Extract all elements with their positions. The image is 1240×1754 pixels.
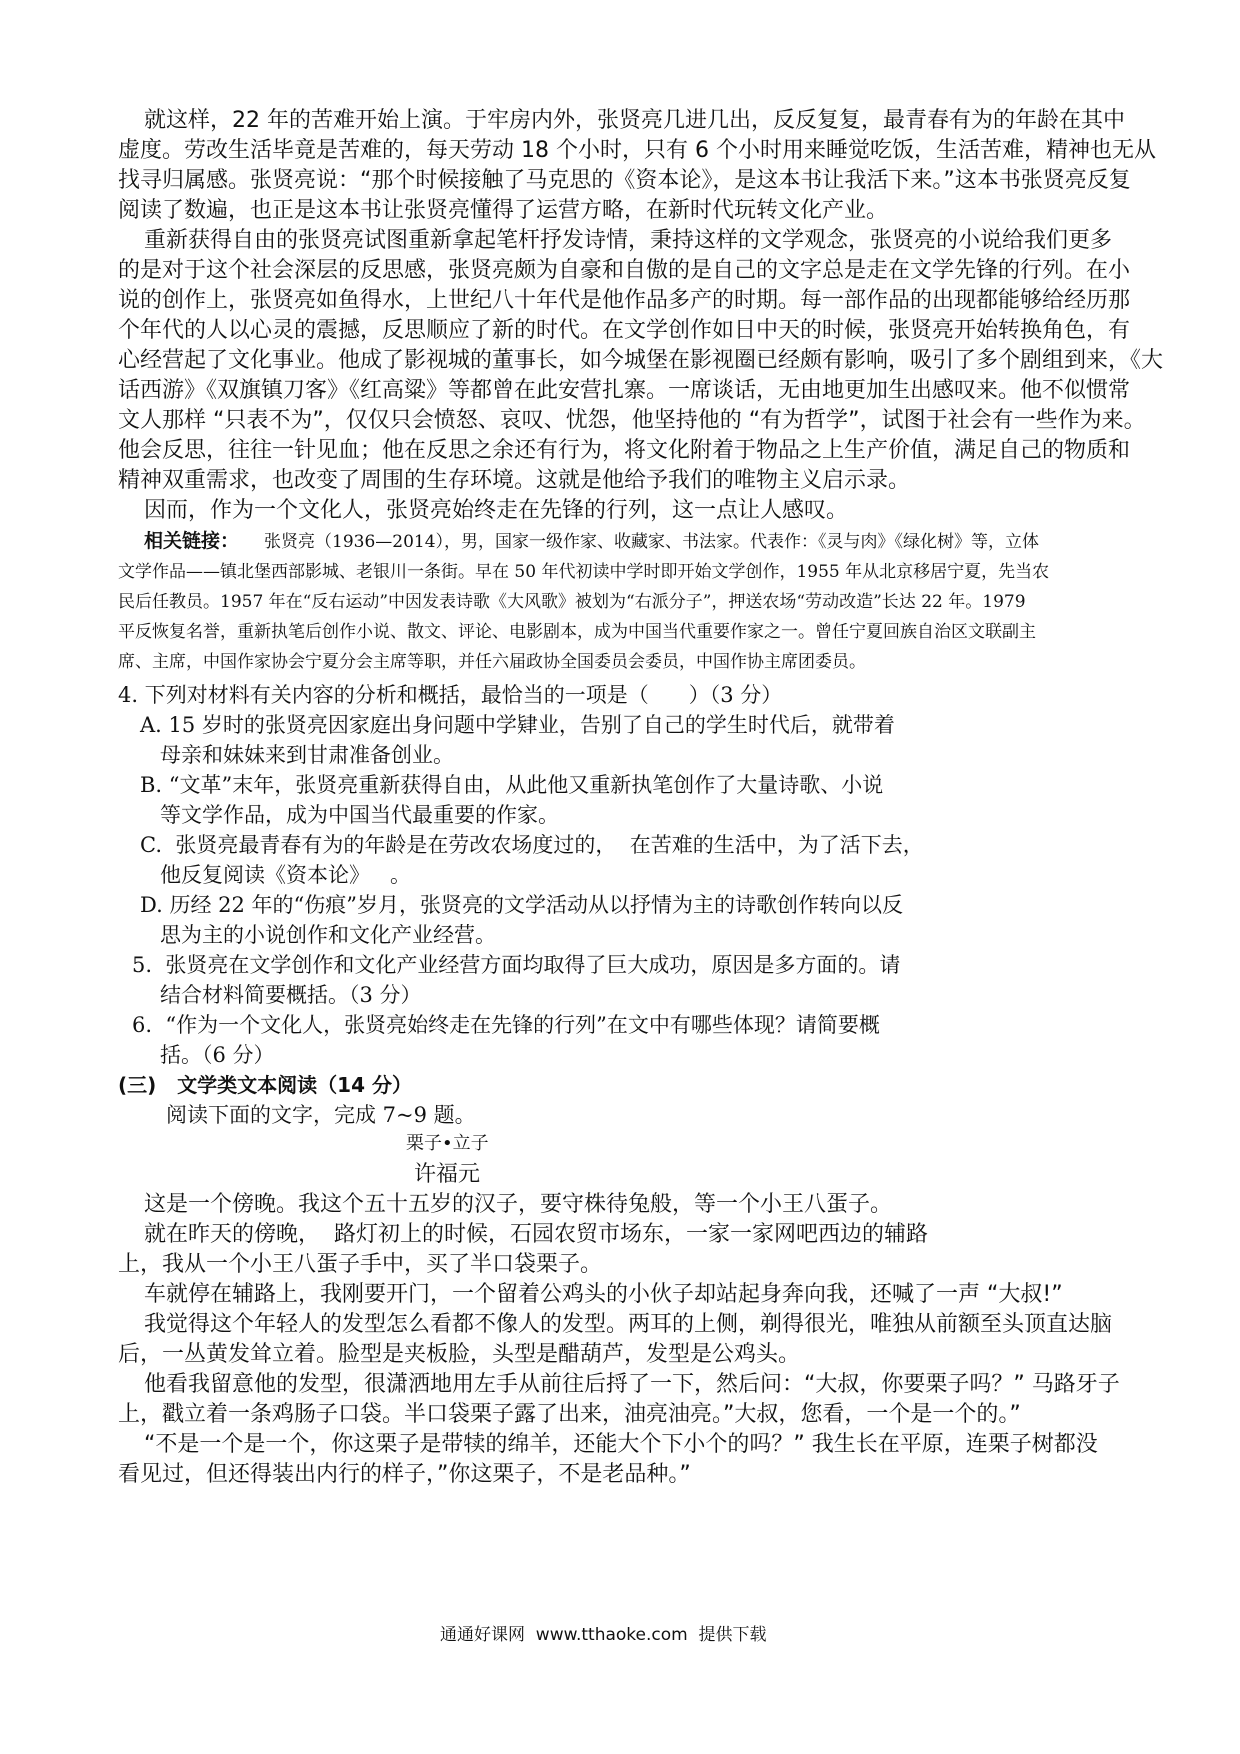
related-link-line: 平反恢复名誉，重新执笔后创作小说、散文、评论、电影剧本，成为中国当代重要作家之一。曾任宁夏回族自治区文联副主	[118, 622, 1036, 642]
story-line: 我觉得这个年轻人的发型怎么看都不像人的发型。两耳的上侧，剃得很光，唯独从前额至头顶直达脑	[144, 1312, 1113, 1337]
question-5: 5. 张贤亮在文学创作和文化产业经营方面均取得了巨大成功，原因是多方面的。请	[132, 953, 901, 977]
story-line: 他看我留意他的发型，很潇洒地用左手从前往后捋了一下，然后问：“大叔，你要栗子吗？” 马路牙子	[144, 1372, 1120, 1397]
passage-line: 他会反思，往往一针见血；他在反思之余还有行为，将文化附着于物品之上生产价值，满足自己的物质和	[118, 438, 1131, 463]
option-b: B. “文革”末年，张贤亮重新获得自由，从此他又重新执笔创作了大量诗歌、小说	[140, 773, 884, 797]
option-c: C. 张贤亮最青春有为的年龄是在劳改农场度过的， 在苦难的生活中，为了活下去，	[140, 833, 924, 857]
option-b-cont: 等文学作品，成为中国当代最重要的作家。	[160, 803, 559, 827]
story-line: 车就停在辅路上，我刚要开门，一个留着公鸡头的小伙子却站起身奔向我，还喊了一声 “大叔!”	[144, 1282, 1063, 1307]
option-d-cont: 思为主的小说创作和文化产业经营。	[160, 923, 496, 947]
related-link-line: 张贤亮（1936—2014），男，国家一级作家、收藏家、书法家。代表作：《灵与肉》《绿化树》等，立体	[264, 532, 1040, 552]
question-6: 6. “作为一个文化人，张贤亮始终走在先锋的行列”在文中有哪些体现？请简要概	[132, 1013, 880, 1037]
passage-line: 的是对于这个社会深层的反思感，张贤亮颇为自豪和自傲的是自己的文字总是走在文学先锋的行列。在小	[118, 258, 1131, 283]
question-5-cont: 结合材料简要概括。（3 分）	[160, 983, 422, 1007]
story-line: 上，我从一个小王八蛋子手中，买了半口袋栗子。	[118, 1252, 603, 1277]
story-line: “不是一个是一个，你这栗子是带犊的绵羊，还能大个下小个的吗？” 我生长在平原，连栗子树都没	[144, 1432, 1098, 1457]
option-c-cont: 他反复阅读《资本论》 。	[160, 863, 412, 887]
passage-line: 说的创作上，张贤亮如鱼得水，上世纪八十年代是他作品多产的时期。每一部作品的出现都能够给经历那	[118, 288, 1131, 313]
question-4: 4. 下列对材料有关内容的分析和概括，最恰当的一项是（ ）（3 分）	[118, 683, 783, 707]
option-a-cont: 母亲和妹妹来到甘肃准备创业。	[160, 743, 454, 767]
passage-line: 话西游》《双旗镇刀客》《红高粱》等都曾在此安营扎寨。一席谈话，无由地更加生出感叹来。他不似惯常	[118, 378, 1131, 403]
passage-line: 因而，作为一个文化人，张贤亮始终走在先锋的行列，这一点让人感叹。	[144, 498, 849, 523]
related-link-line: 民后任教员。1957 年在“反右运动”中因发表诗歌《大风歌》被划为“右派分子”，押送农场“劳动改造”长达 22 年。1979	[118, 592, 1026, 612]
section-instruction: 阅读下面的文字，完成 7~9 题。	[166, 1103, 476, 1127]
passage-line: 虚度。劳改生活毕竟是苦难的，每天劳动 18 个小时，只有 6 个小时用来睡觉吃饭，生活苦难，精神也无从	[118, 138, 1156, 163]
story-line: 看见过，但还得装出内行的样子，”你这栗子，不是老品种。”	[118, 1462, 691, 1487]
related-link-label: 相关链接：	[144, 530, 240, 552]
story-title: 栗子•立子	[406, 1133, 489, 1154]
footer-source: 通通好课网 www.tthaoke.com 提供下载	[440, 1625, 767, 1645]
passage-line: 就这样，22 年的苦难开始上演。于牢房内外，张贤亮几进几出，反反复复，最青春有为的年龄在其中	[144, 108, 1125, 133]
story-line: 后，一丛黄发耸立着。脸型是夹板脸，头型是醋葫芦，发型是公鸡头。	[118, 1342, 801, 1367]
question-6-cont: 括。（6 分）	[160, 1043, 275, 1067]
passage-line: 个年代的人以心灵的震撼，反思顺应了新的时代。在文学创作如日中天的时候，张贤亮开始转换角色，有	[118, 318, 1131, 343]
story-line: 这是一个傍晚。我这个五十五岁的汉子，要守株待兔般，等一个小王八蛋子。	[144, 1192, 893, 1217]
story-author: 许福元	[414, 1162, 481, 1187]
passage-line: 心经营起了文化事业。他成了影视城的董事长，如今城堡在影视圈已经颇有影响，吸引了多个剧组到来，《大	[118, 348, 1164, 373]
story-line: 上，戳立着一条鸡肠子口袋。半口袋栗子露了出来，油亮油亮。”大叔，您看，一个是一个的。”	[118, 1402, 1021, 1427]
passage-line: 找寻归属感。张贤亮说：“那个时候接触了马克思的《资本论》，是这本书让我活下来。”这本书张贤亮反复	[118, 168, 1131, 193]
passage-line: 精神双重需求，也改变了周围的生存环境。这就是他给予我们的唯物主义启示录。	[118, 468, 911, 493]
passage-line: 文人那样 “只表不为”，仅仅只会愤怒、哀叹、忧怨，他坚持他的 “有为哲学”，试图于社会有一些作为来。	[118, 408, 1146, 433]
section-heading: (三) 文学类文本阅读（14 分）	[118, 1073, 412, 1097]
related-link-line: 席、主席，中国作家协会宁夏分会主席等职，并任六届政协全国委员会委员，中国作协主席团委员。	[118, 652, 866, 672]
passage-line: 重新获得自由的张贤亮试图重新拿起笔杆抒发诗情，秉持这样的文学观念，张贤亮的小说给我们更多	[144, 228, 1113, 253]
related-link-line: 文学作品——镇北堡西部影城、老银川一条街。早在 50 年代初读中学时即开始文学创作，1955 年从北京移居宁夏，先当农	[118, 562, 1050, 582]
passage-line: 阅读了数遍，也正是这本书让张贤亮懂得了运营方略，在新时代玩转文化产业。	[118, 198, 889, 223]
option-a: A. 15 岁时的张贤亮因家庭出身问题中学肄业，告别了自己的学生时代后，就带着	[140, 713, 895, 737]
option-d: D. 历经 22 年的“伤痕”岁月，张贤亮的文学活动从以抒情为主的诗歌创作转向以反	[140, 893, 903, 917]
story-line: 就在昨天的傍晚， 路灯初上的时候，石园农贸市场东，一家一家网吧西边的辅路	[144, 1222, 928, 1247]
